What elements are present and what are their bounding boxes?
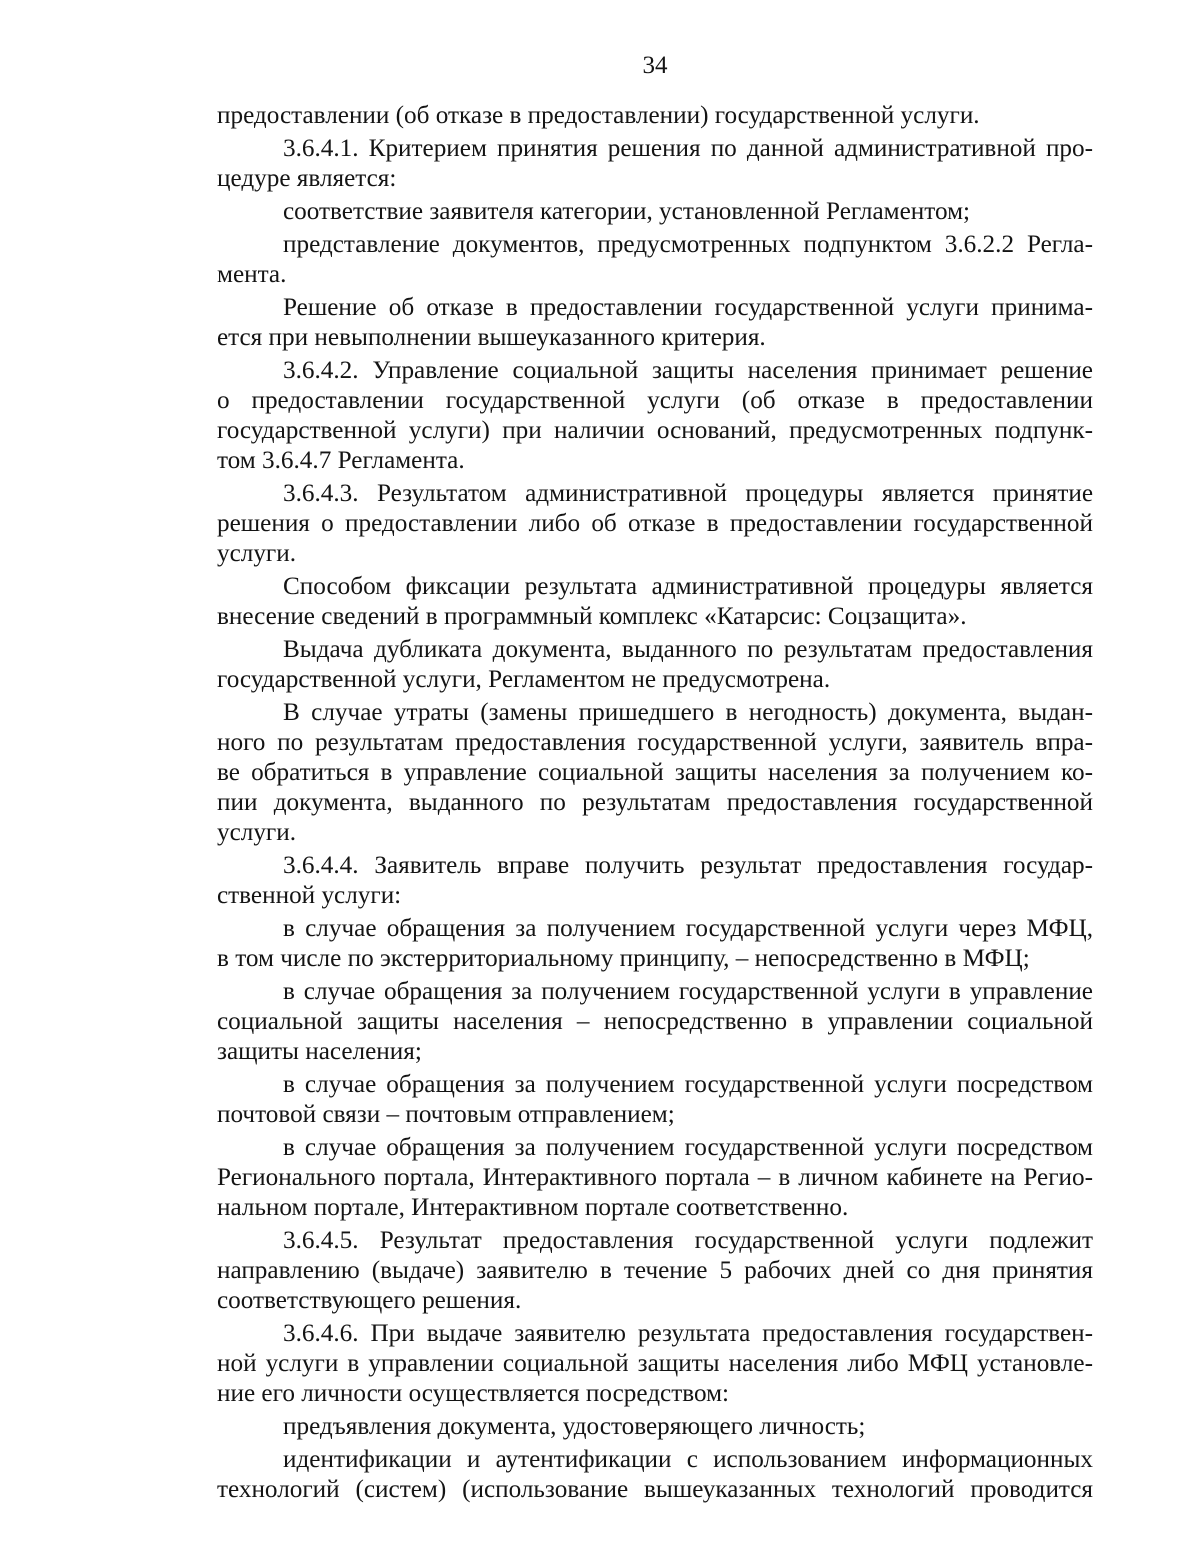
text-line: Решение об отказе в предоставлении государственной услуги принима- xyxy=(283,294,1093,321)
text-line: решения о предоставлении либо об отказе в предоставлении государственной xyxy=(217,510,1093,537)
text-line: соответствующего решения. xyxy=(217,1287,522,1314)
text-line: идентификации и аутентификации с использованием информационных xyxy=(283,1446,1093,1473)
text-line: 3.6.4.6. При выдаче заявителю результата предоставления государствен- xyxy=(283,1320,1093,1347)
text-line: цедуре является: xyxy=(217,165,397,192)
text-line: ется при невыполнении вышеуказанного критерия. xyxy=(217,324,766,351)
text-line: в случае обращения за получением государственной услуги в управление xyxy=(283,978,1093,1005)
text-line: Выдача дубликата документа, выданного по результатам предоставления xyxy=(283,636,1093,663)
text-line: о предоставлении государственной услуги (об отказе в предоставлении xyxy=(217,387,1093,414)
text-line: 3.6.4.4. Заявитель вправе получить результат предоставления государ- xyxy=(283,852,1093,879)
text-line: Способом фиксации результата административной процедуры является xyxy=(283,573,1093,600)
text-line: внесение сведений в программный комплекс «Катарсис: Соцзащита». xyxy=(217,603,967,630)
document-body xyxy=(217,101,1093,1505)
text-line: услуги. xyxy=(217,540,297,567)
text-line: 3.6.4.1. Критерием принятия решения по данной административной про- xyxy=(283,135,1093,162)
text-line: в случае обращения за получением государственной услуги посредством xyxy=(283,1134,1093,1161)
text-line: направлению (выдаче) заявителю в течение 5 рабочих дней со дня принятия xyxy=(217,1257,1093,1284)
text-line: в том числе по экстерриториальному принципу, – непосредственно в МФЦ; xyxy=(217,945,1030,972)
text-line: представление документов, предусмотренных подпунктом 3.6.2.2 Регла- xyxy=(283,231,1093,258)
text-line: пии документа, выданного по результатам предоставления государственной xyxy=(217,789,1093,816)
text-line: нальном портале, Интерактивном портале соответственно. xyxy=(217,1194,849,1221)
text-line: государственной услуги, Регламентом не предусмотрена. xyxy=(217,666,831,693)
text-line: 3.6.4.2. Управление социальной защиты населения принимает решение xyxy=(283,357,1093,384)
text-line: социальной защиты населения – непосредственно в управлении социальной xyxy=(217,1008,1093,1035)
text-line: государственной услуги) при наличии оснований, предусмотренных подпунк- xyxy=(217,417,1093,444)
text-line: почтовой связи – почтовым отправлением; xyxy=(217,1101,675,1128)
text-line: ние его личности осуществляется посредством: xyxy=(217,1380,730,1407)
text-line: технологий (систем) (использование вышеуказанных технологий проводится xyxy=(217,1476,1093,1503)
text-line: мента. xyxy=(217,261,287,288)
text-line: Регионального портала, Интерактивного портала – в личном кабинете на Регио- xyxy=(217,1164,1093,1191)
text-line: предъявления документа, удостоверяющего личность; xyxy=(283,1413,866,1440)
text-line: услуги. xyxy=(217,819,297,846)
text-line: защиты населения; xyxy=(217,1038,422,1065)
text-line: ве обратиться в управление социальной защиты населения за получением ко- xyxy=(217,759,1093,786)
text-line: соответствие заявителя категории, установленной Регламентом; xyxy=(283,198,971,225)
text-line: 3.6.4.3. Результатом административной процедуры является принятие xyxy=(283,480,1093,507)
page-number: 34 xyxy=(642,52,668,79)
text-line: в случае обращения за получением государственной услуги через МФЦ, xyxy=(283,915,1093,942)
text-line: ственной услуги: xyxy=(217,882,402,909)
text-line: в случае обращения за получением государственной услуги посредством xyxy=(283,1071,1093,1098)
text-line: ного по результатам предоставления государственной услуги, заявитель впра- xyxy=(217,729,1093,756)
text-line: том 3.6.4.7 Регламента. xyxy=(217,447,465,474)
text-line: предоставлении (об отказе в предоставлении) государственной услуги. xyxy=(217,102,980,129)
text-line: В случае утраты (замены пришедшего в негодность) документа, выдан- xyxy=(283,699,1093,726)
text-line: 3.6.4.5. Результат предоставления государственной услуги подлежит xyxy=(283,1227,1093,1254)
text-line: ной услуги в управлении социальной защиты населения либо МФЦ установле- xyxy=(217,1350,1093,1377)
